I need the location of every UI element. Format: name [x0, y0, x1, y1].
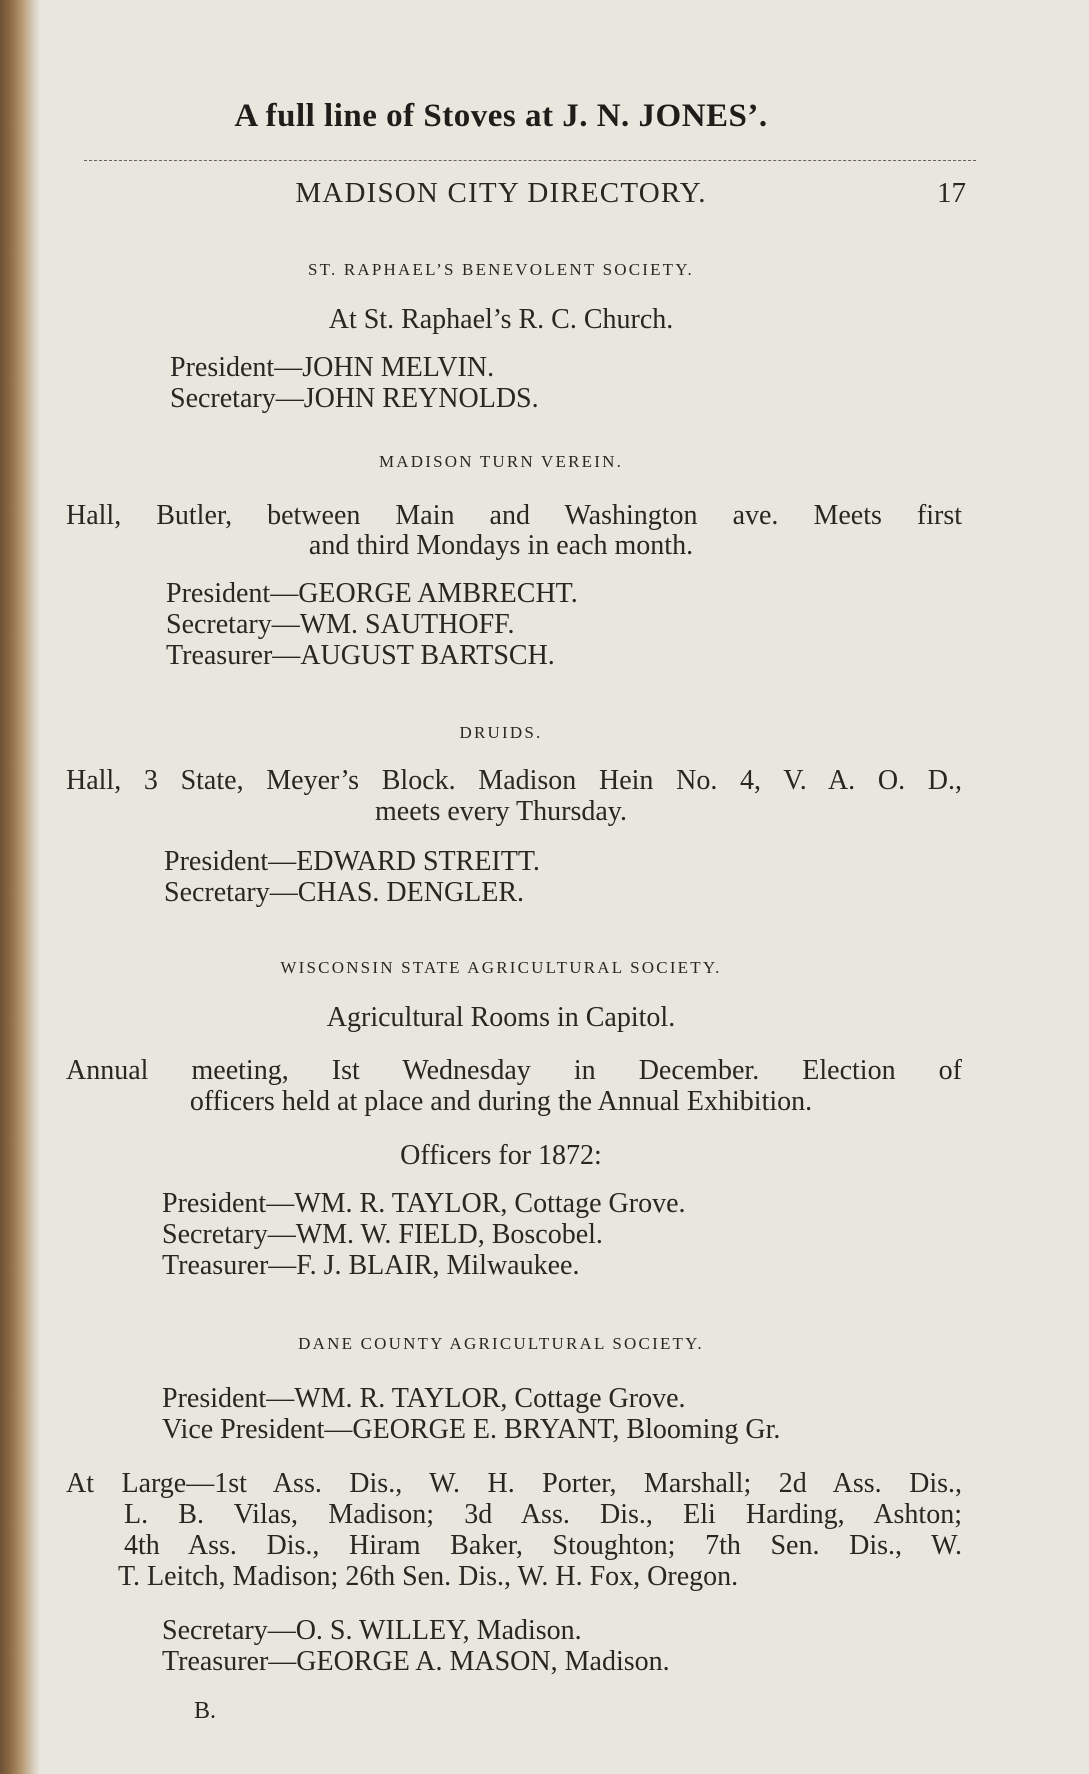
officer-line: Treasurer—AUGUST BARTSCH. — [166, 640, 555, 671]
section-heading-dane-county: DANE COUNTY AGRICULTURAL SOCIETY. — [298, 1334, 704, 1353]
description-line: meets every Thursday. — [375, 796, 627, 827]
officer-line: Secretary—O. S. WILLEY, Madison. — [162, 1615, 582, 1646]
description-line: Hall, 3 State, Meyer’s Block. Madison Hein No. 4, V. A. O. D., — [66, 765, 962, 796]
officer-line: Vice President—GEORGE E. BRYANT, Blooming Gr. — [162, 1414, 781, 1445]
officer-line: President—EDWARD STREITT. — [164, 846, 540, 877]
book-spine-shadow — [0, 0, 40, 1774]
header-rule — [84, 160, 976, 161]
officer-line: President—WM. R. TAYLOR, Cottage Grove. — [162, 1383, 686, 1414]
running-title: MADISON CITY DIRECTORY. — [295, 177, 707, 209]
officer-line: Secretary—CHAS. DENGLER. — [164, 877, 525, 908]
section-heading-turn-verein: MADISON TURN VEREIN. — [378, 452, 624, 471]
officer-line: Treasurer—F. J. BLAIR, Milwaukee. — [162, 1250, 580, 1281]
running-head — [66, 177, 966, 217]
at-large-line: T. Leitch, Madison; 26th Sen. Dis., W. H. Fox, Oregon. — [118, 1561, 739, 1592]
description-line: Hall, Butler, between Main and Washington ave. Meets first — [66, 500, 962, 531]
stove-advertisement: A full line of Stoves at J. N. JONES’. — [234, 98, 768, 134]
section-heading-wisconsin-agricultural: WISCONSIN STATE AGRICULTURAL SOCIETY. — [280, 958, 722, 977]
page-number: 17 — [937, 177, 966, 209]
at-large-line: At Large—1st Ass. Dis., W. H. Porter, Marshall; 2d Ass. Dis., — [66, 1468, 962, 1499]
description-line: and third Mondays in each month. — [308, 530, 694, 561]
section-heading-st-raphael: ST. RAPHAEL’S BENEVOLENT SOCIETY. — [307, 260, 695, 279]
officer-line: Secretary—WM. W. FIELD, Boscobel. — [162, 1219, 603, 1250]
description-line: officers held at place and during the Annual Exhibition. — [189, 1086, 813, 1117]
at-large-line: 4th Ass. Dis., Hiram Baker, Stoughton; 7th Sen. Dis., W. — [124, 1530, 962, 1561]
officer-line: Secretary—JOHN REYNOLDS. — [170, 383, 539, 414]
section-location: Agricultural Rooms in Capitol. — [326, 1002, 676, 1033]
directory-page — [66, 0, 966, 1774]
officer-line: President—JOHN MELVIN. — [170, 352, 495, 383]
section-location: At St. Raphael’s R. C. Church. — [328, 304, 674, 335]
officers-subheading: Officers for 1872: — [400, 1140, 602, 1171]
at-large-line: L. B. Vilas, Madison; 3d Ass. Dis., Eli Harding, Ashton; — [124, 1499, 962, 1530]
officer-line: Secretary—WM. SAUTHOFF. — [166, 609, 515, 640]
officer-line: Treasurer—GEORGE A. MASON, Madison. — [162, 1646, 670, 1677]
section-heading-druids: DRUIDS. — [459, 723, 543, 742]
signature-mark: B. — [194, 1698, 217, 1724]
officer-line: President—WM. R. TAYLOR, Cottage Grove. — [162, 1188, 686, 1219]
description-line: Annual meeting, Ist Wednesday in December. Election of — [66, 1055, 962, 1086]
officer-line: President—GEORGE AMBRECHT. — [166, 578, 578, 609]
